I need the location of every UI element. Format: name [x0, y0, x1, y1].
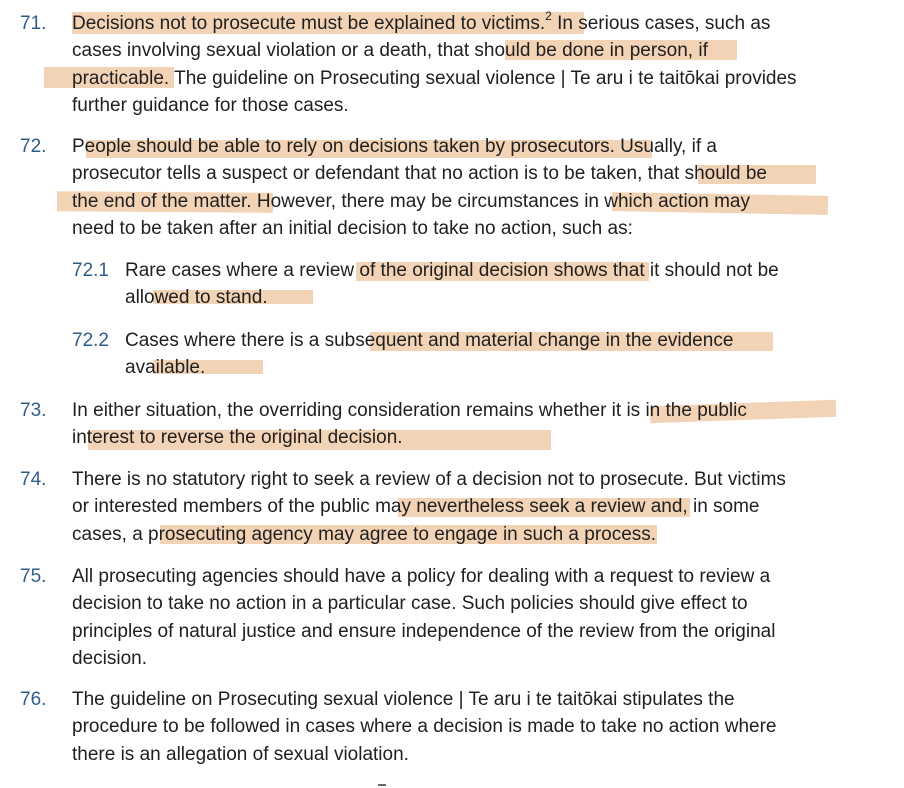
- text-line: principles of natural justice and ensure independence of the review from the original: [72, 620, 776, 642]
- paragraph-number: 71.: [20, 13, 47, 34]
- text-line: Cases where there is a subsequent and material change in the evidence: [125, 330, 734, 351]
- text-line: or interested members of the public may nevertheless seek a review and, in some: [72, 496, 760, 518]
- text-line: People should be able to rely on decisions taken by prosecutors. Usually, if a: [72, 136, 717, 157]
- text-line: further guidance for those cases.: [72, 94, 349, 116]
- paragraph-number: 74.: [20, 469, 47, 490]
- paragraph-number: 75.: [20, 566, 47, 587]
- paragraph-number: 72.2: [72, 330, 109, 351]
- text-line: decision.: [72, 647, 147, 669]
- text-line: procedure to be followed in cases where a decision is made to take no action where: [72, 716, 777, 738]
- text-line: the end of the matter. However, there may be circumstances in which action may: [72, 190, 750, 212]
- text-line: [72, 10, 872, 37]
- paragraph-number: 72.1: [72, 260, 109, 281]
- text-segment: In serious cases, such as: [551, 13, 771, 34]
- text-line: interest to reverse the original decision.: [72, 427, 403, 449]
- paragraph-number: 76.: [20, 689, 47, 710]
- text-line: decision to take no action in a particular case. Such policies should give effect to: [72, 593, 748, 615]
- footnote-reference[interactable]: 2: [545, 8, 552, 23]
- text-line: The guideline on Prosecuting sexual violence | Te aru i te taitōkai stipulates the: [72, 689, 735, 710]
- paragraph-body: [72, 686, 872, 768]
- text-line: cases, a prosecuting agency may agree to engage in such a process.: [72, 523, 657, 545]
- text-segment: Decisions not to prosecute must be explained to victims.: [72, 13, 546, 34]
- text-line: need to be taken after an initial decision to take no action, such as:: [72, 217, 633, 239]
- text-line: Rare cases where a review of the original decision shows that it should not be: [125, 260, 779, 281]
- paragraph-number: 72.: [20, 136, 47, 157]
- paragraph-body: [72, 397, 872, 452]
- text-line: There is no statutory right to seek a review of a decision not to prosecute. But victims: [72, 469, 786, 490]
- text-line: All prosecuting agencies should have a policy for dealing with a request to review a: [72, 566, 771, 587]
- text-line: cases involving sexual violation or a death, that should be done in person, if: [72, 40, 708, 62]
- text-line: In either situation, the overriding consideration remains whether it is in the public: [72, 400, 747, 421]
- text-line: allowed to stand.: [125, 287, 268, 309]
- paragraph-body: [125, 327, 865, 382]
- paragraph-body: [125, 257, 865, 312]
- text-line: prosecutor tells a suspect or defendant that no action is to be taken, that should be: [72, 163, 768, 185]
- page-edge-mark: [378, 784, 386, 786]
- paragraph-body: [72, 10, 872, 119]
- paragraph-number: 73.: [20, 400, 47, 421]
- paragraph-body: [72, 563, 872, 672]
- text-line: practicable. The guideline on Prosecuting sexual violence | Te aru i te taitōkai provides: [72, 67, 797, 89]
- paragraph-body: [72, 466, 872, 548]
- paragraph-body: [72, 133, 872, 242]
- text-line: available.: [125, 357, 206, 379]
- text-line: there is an allegation of sexual violation.: [72, 743, 409, 765]
